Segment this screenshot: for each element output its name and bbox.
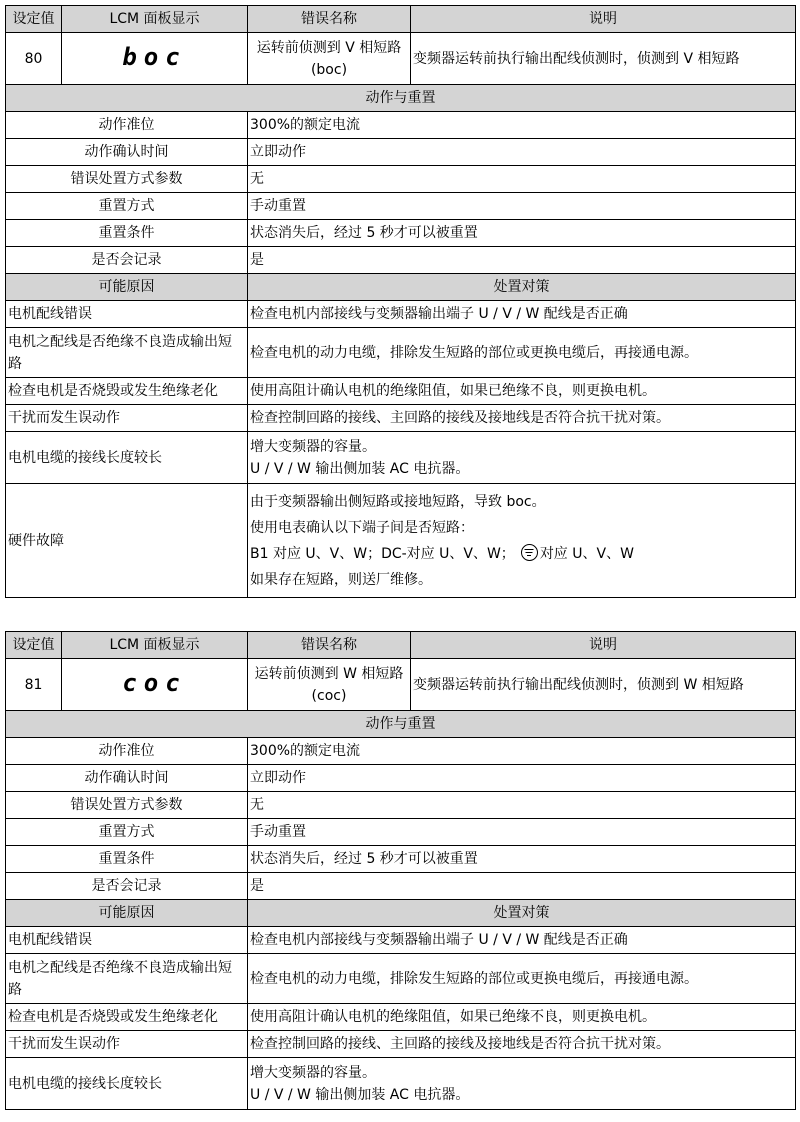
measure-cell bbox=[248, 484, 796, 598]
measure-cell bbox=[248, 1058, 796, 1110]
measure-line-part: B1 对应 U、V、W；DC-对应 U、V、W； bbox=[250, 545, 515, 562]
action-reset-title: 动作与重置 bbox=[6, 711, 796, 738]
measure-cell: 检查控制回路的接线、主回路的接线及接地线是否符合抗干扰对策。 bbox=[248, 1031, 796, 1058]
cause-cell: 检查电机是否烧毁或发生绝缘老化 bbox=[6, 378, 248, 405]
lcm-display-text: coc bbox=[122, 668, 187, 697]
cause-cell: 电机电缆的接线长度较长 bbox=[6, 432, 248, 484]
lcm-display-text: boc bbox=[122, 42, 187, 71]
measure-cell: 使用高阻计确认电机的绝缘阻值，如果已绝缘不良，则更换电机。 bbox=[248, 1004, 796, 1031]
action-label: 是否会记录 bbox=[6, 873, 248, 900]
measure-line: 如果存在短路，则送厂维修。 bbox=[250, 571, 432, 588]
action-value: 立即动作 bbox=[248, 765, 796, 792]
cause-cell: 干扰而发生误动作 bbox=[6, 1031, 248, 1058]
header-desc: 说明 bbox=[411, 632, 796, 659]
measure-line: 由于变频器输出侧短路或接地短路，导致 boc。 bbox=[250, 493, 546, 510]
measure-line bbox=[250, 541, 793, 567]
fault-description: 变频器运转前执行输出配线侦测时，侦测到 W 相短路 bbox=[411, 659, 796, 711]
action-label: 错误处置方式参数 bbox=[6, 792, 248, 819]
lcm-display bbox=[62, 33, 248, 85]
cause-cell: 硬件故障 bbox=[6, 484, 248, 598]
measure-line: 增大变频器的容量。 bbox=[250, 1064, 376, 1081]
cause-cell: 电机电缆的接线长度较长 bbox=[6, 1058, 248, 1110]
action-label: 重置条件 bbox=[6, 846, 248, 873]
action-value: 状态消失后，经过 5 秒才可以被重置 bbox=[248, 846, 796, 873]
action-label: 动作准位 bbox=[6, 738, 248, 765]
action-value: 是 bbox=[248, 873, 796, 900]
measure-line: 增大变频器的容量。 bbox=[250, 438, 376, 455]
cause-cell: 干扰而发生误动作 bbox=[6, 405, 248, 432]
ground-icon bbox=[521, 544, 538, 561]
action-label: 重置方式 bbox=[6, 819, 248, 846]
action-label: 动作确认时间 bbox=[6, 139, 248, 166]
fault-name-line1: 运转前侦测到 V 相短路 bbox=[256, 39, 402, 56]
measure-cell: 检查电机内部接线与变频器输出端子 U / V / W 配线是否正确 bbox=[248, 927, 796, 954]
measure-line: U / V / W 输出侧加装 AC 电抗器。 bbox=[250, 460, 470, 477]
fault-name bbox=[248, 33, 411, 85]
action-label: 错误处置方式参数 bbox=[6, 166, 248, 193]
fault-table-81 bbox=[5, 631, 796, 1110]
measure-cell bbox=[248, 432, 796, 484]
fault-code: 80 bbox=[6, 33, 62, 85]
action-value: 状态消失后，经过 5 秒才可以被重置 bbox=[248, 220, 796, 247]
fault-name-line2: (coc) bbox=[311, 687, 347, 704]
measure-line: U / V / W 输出侧加装 AC 电抗器。 bbox=[250, 1086, 470, 1103]
fault-table-80 bbox=[5, 5, 796, 598]
measure-cell: 检查电机的动力电缆，排除发生短路的部位或更换电缆后，再接通电源。 bbox=[248, 954, 796, 1004]
lcm-display bbox=[62, 659, 248, 711]
cause-cell: 电机之配线是否绝缘不良造成输出短路 bbox=[6, 328, 248, 378]
action-value: 手动重置 bbox=[248, 819, 796, 846]
cause-cell: 电机配线错误 bbox=[6, 927, 248, 954]
cause-cell: 电机配线错误 bbox=[6, 301, 248, 328]
header-name: 错误名称 bbox=[248, 6, 411, 33]
measure-cell: 检查电机内部接线与变频器输出端子 U / V / W 配线是否正确 bbox=[248, 301, 796, 328]
header-code: 设定值 bbox=[6, 6, 62, 33]
action-value: 立即动作 bbox=[248, 139, 796, 166]
action-label: 动作准位 bbox=[6, 112, 248, 139]
header-code: 设定值 bbox=[6, 632, 62, 659]
action-reset-title: 动作与重置 bbox=[6, 85, 796, 112]
cause-cell: 检查电机是否烧毁或发生绝缘老化 bbox=[6, 1004, 248, 1031]
action-label: 动作确认时间 bbox=[6, 765, 248, 792]
action-label: 重置条件 bbox=[6, 220, 248, 247]
action-value: 无 bbox=[248, 792, 796, 819]
cause-header: 可能原因 bbox=[6, 274, 248, 301]
measure-cell: 使用高阻计确认电机的绝缘阻值，如果已绝缘不良，则更换电机。 bbox=[248, 378, 796, 405]
action-value: 300%的额定电流 bbox=[248, 738, 796, 765]
action-value: 是 bbox=[248, 247, 796, 274]
measure-line-part: 对应 U、V、W bbox=[539, 545, 634, 562]
header-lcm: LCM 面板显示 bbox=[62, 632, 248, 659]
fault-name-line2: (boc) bbox=[310, 61, 348, 78]
measure-cell: 检查控制回路的接线、主回路的接线及接地线是否符合抗干扰对策。 bbox=[248, 405, 796, 432]
fault-name bbox=[248, 659, 411, 711]
cause-cell: 电机之配线是否绝缘不良造成输出短路 bbox=[6, 954, 248, 1004]
header-lcm: LCM 面板显示 bbox=[62, 6, 248, 33]
fault-code: 81 bbox=[6, 659, 62, 711]
action-value: 300%的额定电流 bbox=[248, 112, 796, 139]
measure-header: 处置对策 bbox=[248, 900, 796, 927]
header-desc: 说明 bbox=[411, 6, 796, 33]
action-value: 无 bbox=[248, 166, 796, 193]
action-value: 手动重置 bbox=[248, 193, 796, 220]
action-label: 重置方式 bbox=[6, 193, 248, 220]
measure-cell: 检查电机的动力电缆，排除发生短路的部位或更换电缆后，再接通电源。 bbox=[248, 328, 796, 378]
cause-header: 可能原因 bbox=[6, 900, 248, 927]
header-name: 错误名称 bbox=[248, 632, 411, 659]
fault-name-line1: 运转前侦测到 W 相短路 bbox=[254, 665, 404, 682]
fault-description: 变频器运转前执行输出配线侦测时，侦测到 V 相短路 bbox=[411, 33, 796, 85]
measure-line: 使用电表确认以下端子间是否短路： bbox=[250, 519, 474, 536]
measure-header: 处置对策 bbox=[248, 274, 796, 301]
action-label: 是否会记录 bbox=[6, 247, 248, 274]
